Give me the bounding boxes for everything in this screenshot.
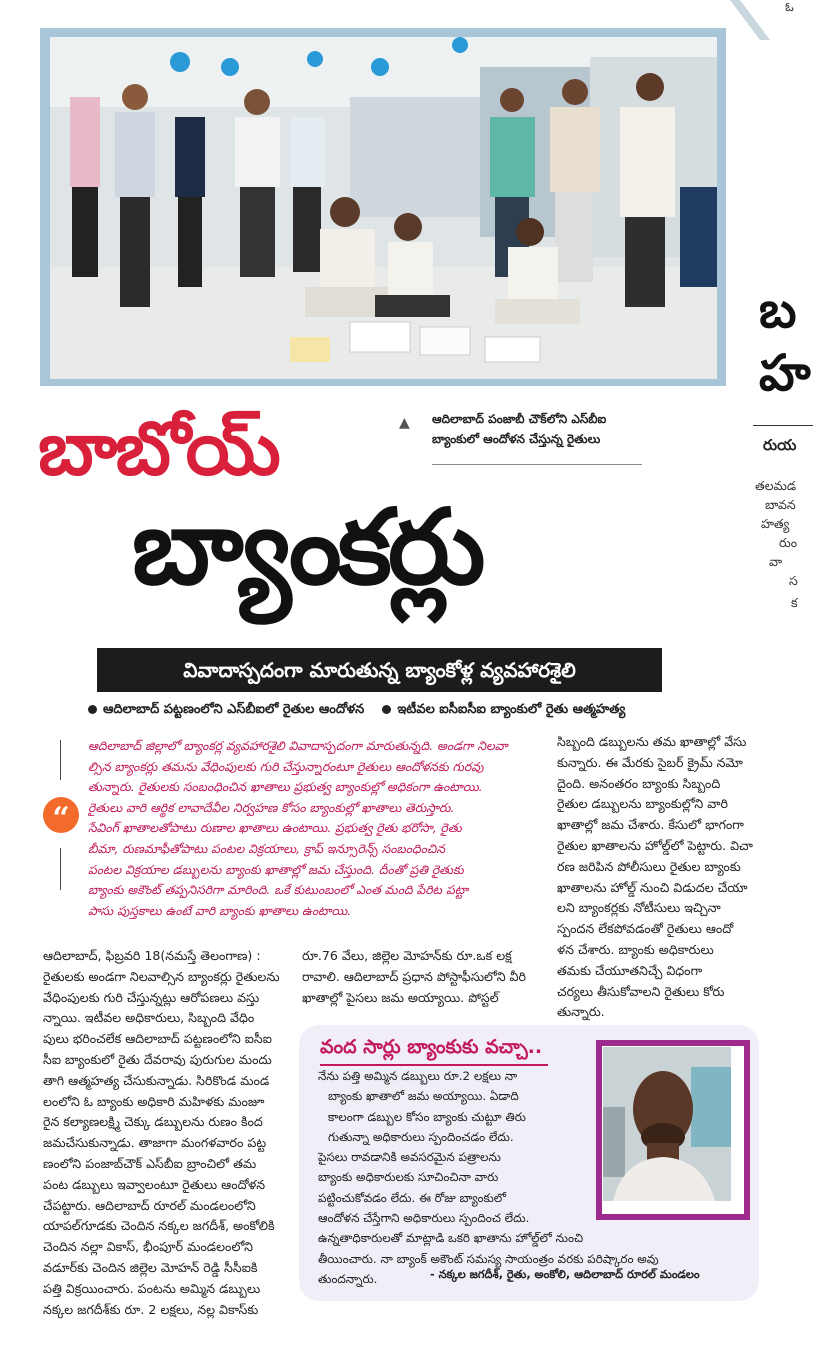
intro-line: తున్నారు. రైతులకు సంబంధించిన ఖాతాలు ప్రభుత్వ బ్యాంకుల్లో అధికంగా ఉంటాయి. <box>88 780 483 795</box>
body-line: జమచేసుకున్నాడు. తాజాగా మంగళవారం పట్ట <box>43 1135 267 1151</box>
side-fragment: స <box>789 573 798 588</box>
quote-rule-top <box>60 740 61 780</box>
subheadline-bar: వివాదాస్పదంగా మారుతున్న బ్యాంకోళ్ల వ్యవహారశైలి <box>97 648 662 692</box>
side-fragment: క <box>791 595 798 610</box>
bullet-dot-icon <box>88 705 97 714</box>
bullet-item: ఆదిలాబాద్‌ పట్టణంలోని ఎస్‌బీఐలో రైతుల ఆందోళన <box>103 702 365 717</box>
body-line: రూ.76 వేలు, జిల్లెల మోహన్‌కు రూ.ఒక లక్ష <box>302 948 512 963</box>
headline-line-2: బ్యాంకర్లు <box>132 486 482 608</box>
farmer-portrait <box>603 1047 731 1201</box>
bank-protest-photo <box>50 37 717 379</box>
intro-line: పంటల విక్రయాల డబ్బులను బ్యాంకు ఖాతాల్లో జమ చేస్తుంది. దీంతో ప్రతి రైతుకు <box>88 862 464 877</box>
article-column-2 <box>302 946 540 1008</box>
bullet-dot-icon <box>382 705 391 714</box>
side-headline-1: బ <box>759 280 797 339</box>
intro-line: ఆదిలాబాద్‌ జిల్లాలో బ్యాంకర్ల వ్యవహారశైలి వివాదాస్పదంగా మారుతున్నది. అండగా నిలవా <box>88 739 508 753</box>
intro-line: ల్సిన బ్యాంకర్లు తమను వేధింపులకు గురి చేస్తున్నారంటూ రైతులు ఆందోళనకు గురవు <box>88 759 484 774</box>
intro-line: రైతులు వారి ఆర్థిక లావాదేవీల నిర్వహణ కోసం బ్యాంకుల్లో ఖాతాలు తెరుస్తారు. <box>88 800 455 815</box>
intro-line: పాసు పుస్తకాలు ఉంటే వారి బ్యాంకు ఖాతాలు ఉంటాయి. <box>88 903 352 918</box>
side-headline-2: హ <box>759 343 811 402</box>
caption-arrow-icon: ▲ <box>399 415 410 431</box>
sidebar-line: తుందన్నారు. <box>318 1271 378 1286</box>
body-line: లంలోని ఓ బ్యాంకు అధికారి మహిళకు మంజూ <box>43 1093 265 1109</box>
side-rule <box>753 425 813 426</box>
article-column-3 <box>557 732 757 1023</box>
body-line: పంట డబ్బులు ఇవ్వాలంటూ రైతులు ఆందోళన <box>43 1176 266 1192</box>
sidebar-line: ఆందోళన చేస్తేగాని అధికారులు స్పందించ లేదు. <box>318 1211 530 1226</box>
body-line: వడూర్‌కు చెందిన జిల్లెల మోహన్‌ రెడ్డి సీసీఐకి <box>43 1259 258 1275</box>
body-line: రణ జరిపిన పోలీసులు రైతుల బ్యాంకు <box>557 858 741 874</box>
side-top-fragment: ఓ <box>785 0 794 14</box>
sidebar-line: బ్యాంకు ఖాతాలో జమ అయ్యాయి. ఏడాది <box>328 1089 519 1104</box>
highlight-bullets <box>88 702 728 720</box>
side-fragment: హత్య <box>761 516 790 531</box>
body-line: లని బ్యాంకర్లకు నోటీసులు ఇచ్చినా <box>557 900 721 916</box>
body-line: ఆదిలాబాద్‌, ఫిబ్రవరి 18(నమస్తే తెలంగాణ) : <box>43 948 261 963</box>
sidebar-line: బ్యాంకు అధికారులకు సూచించినా వారు <box>318 1170 499 1185</box>
body-line: తున్నారు. <box>557 1004 605 1020</box>
sidebar-line: పట్టించుకోవడం లేదు. ఈ రోజు బ్యాంకులో <box>318 1190 507 1205</box>
quote-mark-icon: “ <box>43 797 79 833</box>
sidebar-line: పైసలు రావడానికి అవసరమైన పత్రాలను <box>318 1150 501 1165</box>
body-line: పత్తి విక్రయించారు. పంటను అమ్మిన డబ్బులు <box>43 1280 261 1296</box>
bullet-item: ఇటీవల ఐసీఐసీఐ బ్యాంకులో రైతు ఆత్మహత్య <box>397 702 626 717</box>
body-line: రైతుల ఖాతాలను హోల్డ్‌లో పెట్టారు. విచా <box>557 837 753 853</box>
intro-line: బ్యాంకు అకౌంట్‌ తప్పనిసరిగా మారింది. ఒకే కుటుంబంలో ఎంత మంది పేరిట పట్టా <box>88 883 469 898</box>
body-line: సీఐ బ్యాంకులో రైతు దేవరావు పురుగుల మందు <box>43 1051 272 1067</box>
body-line: రావాలి. ఆదిలాబాద్‌ ప్రధాన పోస్టాఫీసులోని వీరి <box>302 968 526 984</box>
body-line: దైంది. అనంతరం బ్యాంకు సిబ్బంది <box>557 775 721 791</box>
sidebar-text <box>318 1066 659 1289</box>
caption-underline <box>432 464 642 465</box>
sidebar-line: ఉన్నతాధికారులతో మాట్లాడి ఒకరి ఖాతాను హోల్డ్‌లో నుంచి <box>318 1231 584 1246</box>
intro-line: సేవింగ్‌ ఖాతాలతోపాటు రుణాల ఖాతాలు ఉంటాయి. ప్రభుత్వ రైతు భరోసా, రైతు <box>88 821 462 836</box>
body-line: రైతులకు అండగా నిలవాల్సిన బ్యాంకర్లు రైతులను <box>43 968 280 984</box>
headline-line-1: బాబోయ్‌ <box>38 406 279 492</box>
intro-line: బీమా, రుణమాఫీతోపాటు పంటల విక్రయాలు, క్రాప్‌ ఇన్సూరెన్స్‌ సంబంధించిన <box>88 841 445 856</box>
body-line: తమకు చేయూతనిచ్చే విధంగా <box>557 962 703 978</box>
side-fragment: బావన <box>765 497 796 512</box>
body-line: ణంలోని పంజాబ్‌చౌక్‌ ఎస్‌బీఐ బ్రాంచిలో తమ <box>43 1155 257 1171</box>
body-line: ళన చేశారు. బ్యాంకు అధికారులు <box>557 941 714 957</box>
body-line: న్నాయి. ఇటీవల అధికారులు, సిబ్బంది వేధిం <box>43 1010 255 1026</box>
body-line: నక్కల జగదీశ్‌కు రూ. 2 లక్షలు, నల్ల వికాస్‌కు <box>43 1301 259 1317</box>
article-column-1 <box>43 946 286 1320</box>
body-line: పులు భరించలేక ఆదిలాబాద్‌ పట్టణంలోని ఐసీఐ <box>43 1031 272 1047</box>
body-line: రైతుల డబ్బులను బ్యాంకుల్లోని వారి <box>557 796 728 812</box>
intro-paragraph <box>88 736 546 921</box>
side-fragment: వా <box>769 554 783 569</box>
quote-rule-bottom <box>60 848 61 890</box>
body-line: ఖాతాల్లో పైసలు జమ అయ్యాయి. పోస్టల్‌ <box>302 989 499 1005</box>
body-line: ఖాతాలను హోల్డ్‌ నుంచి విడుదల చేయా <box>557 879 748 895</box>
side-fragment: తలమడ <box>755 478 797 493</box>
body-line: చేపట్టారు. ఆదిలాబాద్‌ రూరల్‌ మండలంలోని <box>43 1197 256 1213</box>
sidebar-signature: - నక్కల జగదీశ్‌, రైతు, అంకోలి, ఆదిలాబాద్‌ రూరల్‌ మండలం <box>430 1268 700 1281</box>
body-line: చర్యలు తీసుకోవాలని రైతులు కోరు <box>557 983 725 999</box>
body-line: కున్నారు. ఈ మేరకు సైబర్‌ క్రైమ్‌ నమో <box>557 754 743 770</box>
side-byline: రుయ <box>763 436 797 454</box>
body-line: సిబ్బంది డబ్బులను తమ ఖాతాల్లో వేసు <box>557 734 747 749</box>
sidebar-line: కాలంగా డబ్బుల కోసం బ్యాంకు చుట్టూ తిరు <box>328 1109 526 1124</box>
body-line: రైన కల్యాణలక్ష్మి చెక్కు డబ్బులను రుణం కింద <box>43 1114 263 1130</box>
body-line: తాగి ఆత్మహత్య చేసుకున్నాడు. సిరికొండ మండ <box>43 1072 270 1088</box>
sidebar-line: నేను పత్తి అమ్మిన డబ్బులు రూ.2 లక్షలు నా <box>318 1069 518 1083</box>
sidebar-title: వంద సార్లు బ్యాంకుకు వచ్చా.. <box>320 1036 543 1058</box>
body-line: స్పందన లేకపోవడంతో రైతులు ఆందో <box>557 921 734 937</box>
side-fragment: రుం <box>779 535 798 550</box>
sidebar-line: తీయించారు. నా బ్యాంక్‌ అకౌంట్‌ సమస్య సాయంత్రం వరకు పరిష్కారం అవు <box>318 1251 659 1266</box>
sidebar-line: గుతున్నా అధికారులు స్పందించడం లేదు. <box>328 1129 514 1144</box>
photo-caption: ఆదిలాబాద్‌ పంజాబీ చౌక్‌లోని ఎస్‌బీఐ బ్యాంకులో ఆందోళన చేస్తున్న రైతులు <box>432 412 607 446</box>
body-line: ఖాతాల్లో జమ చేశారు. కేసులో భాగంగా <box>557 817 744 833</box>
body-line: చెందిన నల్లా వికాస్‌, భీంపూర్‌ మండలంలోని <box>43 1239 253 1255</box>
body-line: యాపల్‌గూడకు చెందిన నక్కల జగదీశ్‌, అంకోలికి <box>43 1218 275 1234</box>
body-line: వేధింపులకు గురి చేస్తున్నట్లు ఆరోపణలు వస్తు <box>43 989 260 1005</box>
